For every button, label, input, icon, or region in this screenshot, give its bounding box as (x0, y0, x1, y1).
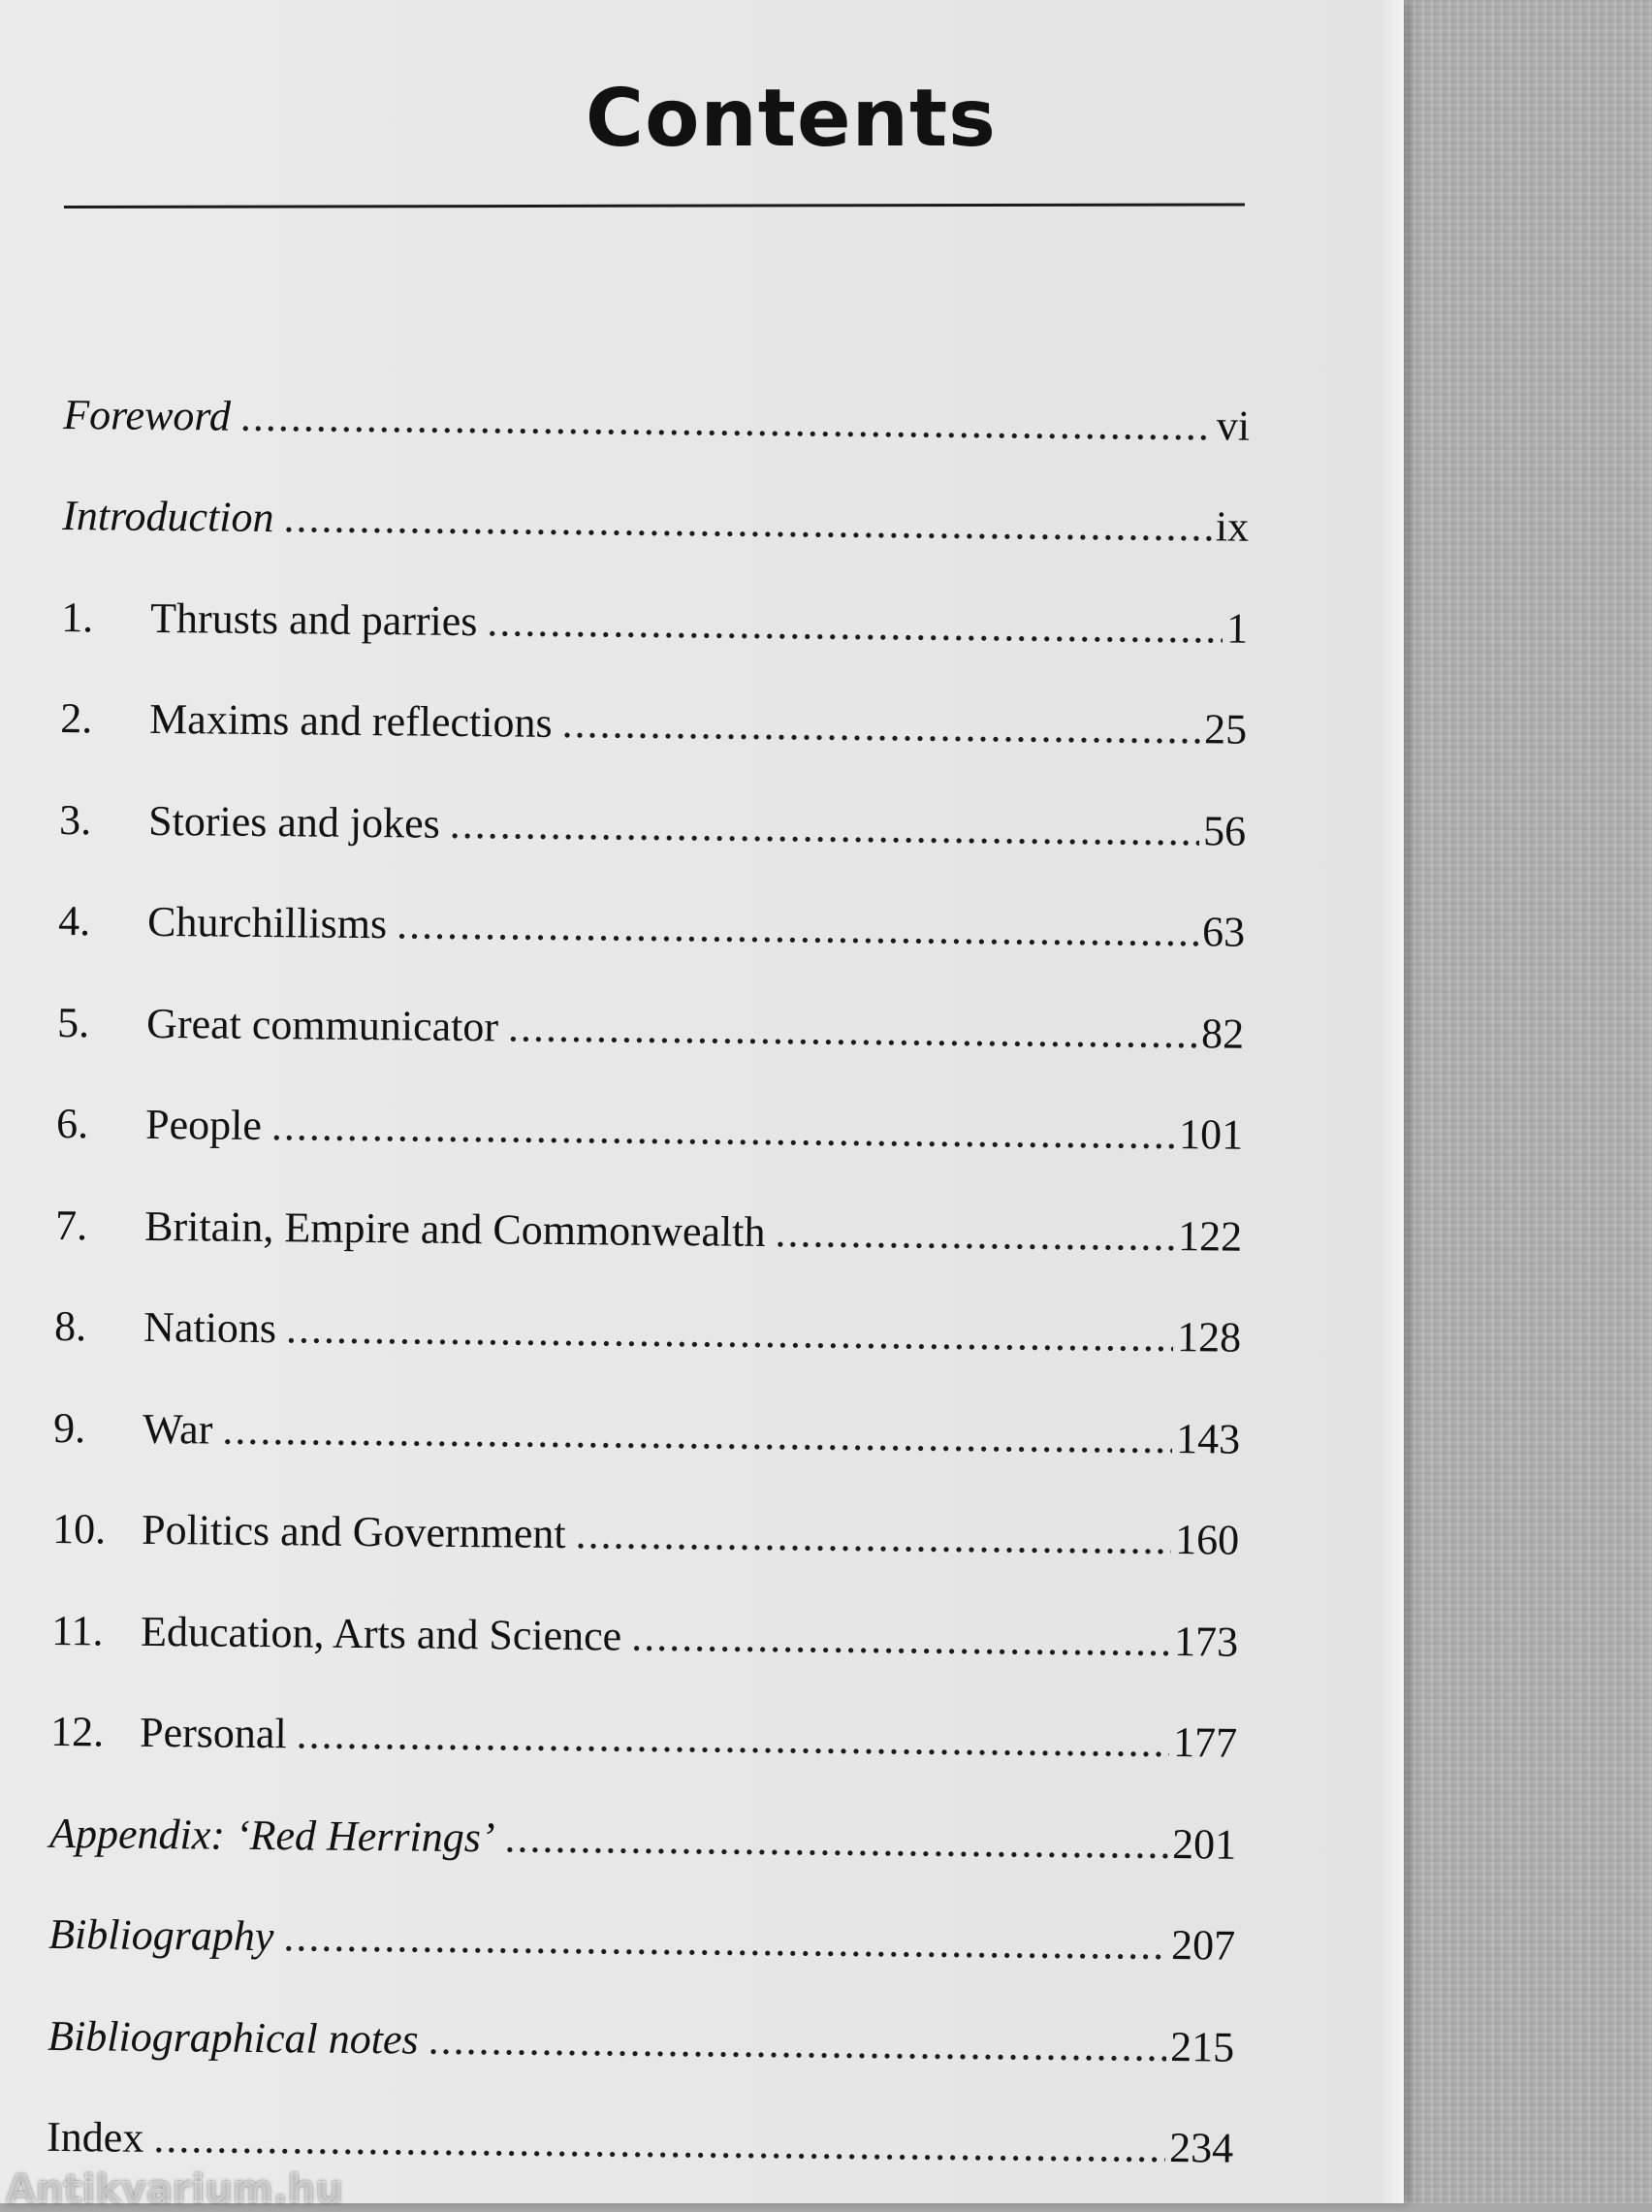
toc-page-number: 101 (1178, 1110, 1244, 1159)
toc-entry-title: Foreword (62, 390, 232, 440)
toc-entry (58, 740, 1247, 855)
toc-page-number: ix (1215, 502, 1250, 551)
toc-entry (55, 1043, 1244, 1159)
toc-entry-title: Nations (143, 1302, 277, 1353)
toc-entry-title: Personal (139, 1708, 287, 1758)
toc-page-number: 82 (1200, 1009, 1245, 1058)
chapter-number: 2. (59, 693, 93, 743)
toc-entry (62, 335, 1251, 450)
chapter-number: 12. (49, 1707, 105, 1756)
dot-leader (561, 702, 1200, 751)
dot-leader (508, 1006, 1198, 1055)
toc-entry (47, 1956, 1235, 2071)
toc-entry (46, 2057, 1234, 2172)
toc-entry-line (46, 2112, 1234, 2172)
chapter-number: 4. (57, 896, 91, 946)
toc-entry-title: Index (46, 2112, 144, 2162)
toc-entry-title: Bibliography (48, 1909, 274, 1961)
toc-page-number: 177 (1172, 1718, 1238, 1767)
dot-leader (631, 1615, 1170, 1662)
toc-entry (50, 1551, 1239, 1666)
toc-entry (48, 1854, 1236, 1970)
toc-page-number: 56 (1202, 806, 1247, 855)
toc-page-number: 63 (1201, 908, 1246, 956)
dot-leader (504, 1816, 1168, 1866)
chapter-number: 1. (60, 593, 94, 641)
toc-entry-title: People (144, 1100, 263, 1149)
chapter-number: 6. (55, 1099, 89, 1148)
toc-entry (49, 1651, 1238, 1767)
chapter-number: 8. (53, 1301, 87, 1351)
dot-leader (575, 1513, 1171, 1561)
dot-leader (450, 802, 1200, 851)
chapter-number: 3. (58, 795, 92, 844)
toc-entry (56, 943, 1245, 1058)
dot-leader (487, 600, 1223, 650)
table-of-contents (47, 335, 1251, 2170)
toc-entry (60, 537, 1249, 653)
toc-page-number: vi (1216, 401, 1251, 450)
chapter-number: 11. (50, 1606, 104, 1654)
toc-page-number: 234 (1168, 2124, 1234, 2172)
toc-entry-title: Bibliographical notes (47, 2011, 419, 2064)
toc-entry (61, 435, 1250, 551)
toc-entry-title: Stories and jokes (147, 796, 441, 848)
chapter-number: 7. (54, 1201, 88, 1249)
toc-entry-title: Britain, Empire and Commonwealth (143, 1202, 766, 1256)
toc-entry (54, 1145, 1243, 1261)
toc-entry-title: Appendix: ‘Red Herrings’ (48, 1809, 495, 1861)
chapter-number: 9. (52, 1403, 86, 1452)
toc-entry (52, 1348, 1241, 1463)
toc-page-number: 215 (1169, 2022, 1235, 2071)
chapter-number: 5. (56, 998, 90, 1046)
page-title: Contents (585, 73, 997, 165)
toc-page-number: 201 (1171, 1819, 1237, 1869)
toc-entry-title: Thrusts and parries (149, 593, 478, 645)
toc-page-number: 1 (1225, 604, 1249, 653)
toc-entry-title: Introduction (61, 491, 274, 542)
toc-entry-title: Maxims and reflections (148, 694, 553, 747)
toc-entry-title: Churchillisms (146, 897, 388, 948)
toc-entry (60, 638, 1248, 751)
toc-entry (51, 1449, 1240, 1564)
dot-leader (775, 1211, 1174, 1258)
toc-entry (53, 1246, 1242, 1362)
toc-page-number: 25 (1203, 705, 1248, 753)
toc-page-number: 207 (1170, 1921, 1236, 1970)
chapter-number: 10. (51, 1504, 107, 1554)
page-edge (1379, 0, 1404, 2203)
title-rule (64, 203, 1245, 208)
toc-page-number: 160 (1174, 1516, 1240, 1564)
toc-entry-title: Politics and Government (141, 1505, 566, 1558)
dot-leader (428, 2018, 1166, 2068)
toc-entry-title: Great communicator (145, 999, 499, 1050)
toc-page-number: 173 (1173, 1617, 1239, 1666)
toc-entry-title: Education, Arts and Science (140, 1607, 622, 1660)
toc-entry (48, 1753, 1237, 1869)
dot-leader (153, 2117, 1165, 2169)
dot-leader (397, 903, 1198, 953)
toc-page-number: 122 (1177, 1211, 1243, 1261)
watermark: Antikvarium.hu (6, 2167, 343, 2212)
toc-entry (57, 841, 1246, 956)
toc-entry-title: War (142, 1404, 213, 1454)
toc-page-number: 128 (1176, 1313, 1242, 1362)
toc-page-number: 143 (1175, 1414, 1241, 1463)
